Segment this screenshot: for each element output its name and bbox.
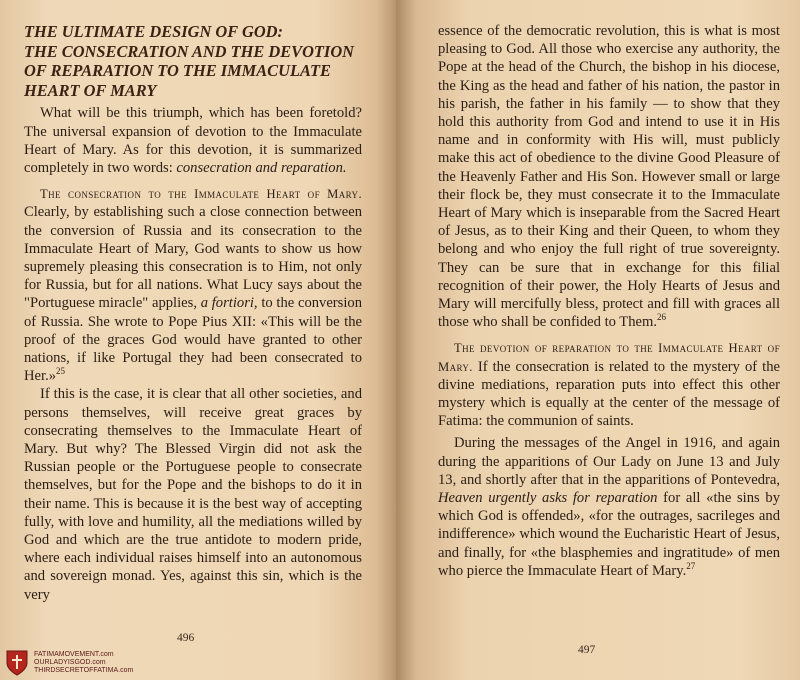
paragraph-2	[24, 185, 362, 385]
r-p3-text-b: for all «the sins by which God is offended», «for the outrages, sacrileges and indifference» which wound the Eucharistic Heart of Jesus, and finally, for «the blasphemies and ingratitude» of men who pierce the Immaculate Heart of Mary.	[438, 490, 780, 579]
paragraph-reparation	[438, 339, 780, 430]
p1-text: What will be this triumph, which has been foretold? The universal expansion of devotion to the Immaculate Heart of Mary. As for this devotion, it is summarized completely in two words:	[24, 105, 362, 176]
r-p3-italic: Heaven urgently asks for reparation	[438, 490, 658, 507]
p1-italic: consecration and reparation.	[176, 159, 347, 176]
right-page	[396, 0, 800, 680]
left-page	[0, 0, 396, 680]
p2-text-a: Clearly, by establishing such a close connection between the conversion of Russia and its consecration to the Immaculate Heart of Mary, God wants to show us how supremely pleasing this consecration is to Him, not only for Russia, but for all nations. What Lucy says about the "Portuguese miracle" applies,	[24, 204, 362, 312]
p2-italic: a fortiori,	[200, 295, 258, 312]
r-p3-text-a: During the messages of the Angel in 1916, and again during the apparitions of Our Lady on June 13 and July 13, and shortly after that in the apparitions of Pontevedra,	[438, 435, 780, 488]
footnote-25: 25	[56, 366, 66, 377]
paragraph-messages	[438, 434, 780, 580]
paragraph-continued	[438, 22, 780, 331]
r-p2-text: If the consecration is related to the mystery of the divine mediations, reparation puts into effect this other mystery which is equally at the center of the message of Fatima: the communion of saints.	[438, 358, 780, 430]
paragraph-1	[24, 104, 362, 177]
page-number-right: 497	[578, 644, 596, 656]
heading-line-2: THE CONSECRATION AND THE DEVOTION OF REPARATION TO THE IMMACULATE HEART OF MARY	[24, 41, 354, 100]
p3-text: If this is the case, it is clear that all other societies, and persons themselves, will receive great graces by consecrating themselves to the Immaculate Heart of Mary. But why? The Blessed Virgin did not ask the Russian people or the Portuguese people to consecrate themselves, but for the Pope and the bishops to do it in their name. This is because it is the best way of accepting fully, with love and humility, all the mediations willed by God and which are the true antidote to modern pride, where each individual raises himself into an autonomous and sovereign monad. Yes, against this sin, which is the very	[24, 386, 362, 603]
r-p2-caps: The devotion of reparation to the Immaculate Heart of Mary.	[438, 341, 780, 374]
page-number-left: 496	[177, 632, 195, 644]
watermark-line-2[interactable]: OURLADYISGOD.com	[34, 658, 106, 666]
watermark-text	[34, 651, 133, 676]
paragraph-3	[24, 385, 362, 603]
p2-text-b: to the conversion of Russia. She wrote to Pope Pius XII: «This will be the proof of the graces God would have granted to other nations, if like Portugal they had been consecrated to Her.»	[24, 295, 362, 385]
p2-caps: The consecration to the Immaculate Heart of Mary.	[40, 187, 362, 202]
watermark	[4, 647, 133, 679]
footnote-27: 27	[686, 561, 696, 572]
shield-logo-icon	[4, 649, 30, 677]
heading-line-1: THE ULTIMATE DESIGN OF GOD:	[24, 22, 283, 41]
watermark-line-3[interactable]: THIRDSECRETOFFATIMA.com	[34, 667, 134, 675]
r-p1-text: essence of the democratic revolution, this is what is most pleasing to God. All those who exercise any authority, the Pope at the head of the Church, the bishop in his diocese, the King as the head and father of his nation, the pastor in his parish, the father in his family — to show that they hold this authority from God and intend to use it in His name and in conformity with His will, must publicly make this act of obedience to the divine Good Pleasure of the Heavenly Father and His Son. However small or large their flock be, they must consecrate it to the Immaculate Heart of Mary which is inseparable from the Sacred Heart of Jesus, as to their King and their Queen, to whom they belong and who enjoy the full right of true sovereignty. They can be sure that in exchange for this filial recognition of their power, the Holy Hearts of Jesus and Mary will mercifully bless, protect and fill with graces all those who shall be confided to Them.	[438, 23, 780, 331]
footnote-26: 26	[657, 312, 666, 323]
watermark-line-1[interactable]: FATIMAMOVEMENT.com	[34, 650, 114, 658]
chapter-heading	[24, 22, 362, 100]
